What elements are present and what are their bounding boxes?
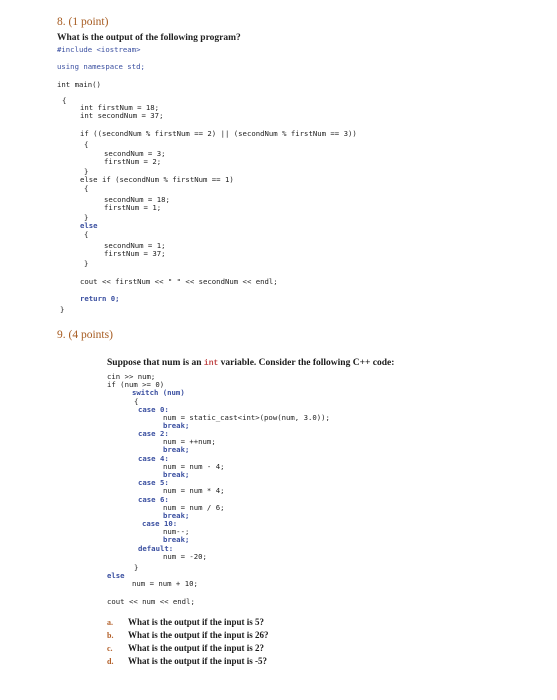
code9-case0-stmt: num = static_cast<int>(pow(num, 3.0)); (163, 413, 330, 422)
q9-prompt-pre: Suppose that num is an (107, 358, 204, 368)
q9-option (107, 641, 269, 654)
q9-option (107, 615, 269, 628)
code9-if: if (num >= 0) (107, 380, 165, 389)
code-else-if-stmt2: firstNum = 1; (104, 203, 162, 212)
code-else-open: { (84, 230, 89, 239)
code-else-if-close: } (84, 213, 89, 222)
code9-switch: switch (num) (132, 388, 185, 397)
code9-case4: case 4: (138, 454, 169, 463)
code9-case5-stmt: num = num * 4; (163, 486, 225, 495)
code-else-close: } (84, 259, 89, 268)
option-letter: d. (107, 657, 114, 666)
option-text: What is the output if the input is -5? (128, 656, 268, 666)
code9-case6: case 6: (138, 495, 169, 504)
q8-prompt: What is the output of the following program? (57, 33, 241, 43)
code9-case2: case 2: (138, 429, 169, 438)
code-decl-second: int secondNum = 37; (80, 111, 164, 120)
code-main-close: } (60, 305, 65, 314)
code9-cin: cin >> num; (107, 372, 156, 381)
code9-case5: case 5: (138, 478, 169, 487)
code-cout: cout << firstNum << " " << secondNum << endl; (80, 277, 278, 286)
code9-case4-break: break; (163, 470, 190, 479)
code9-case2-break: break; (163, 445, 190, 454)
option-letter: b. (107, 631, 114, 640)
code-if-stmt1: secondNum = 3; (104, 149, 166, 158)
code9-case10-stmt: num--; (163, 527, 190, 536)
code-if-stmt2: firstNum = 2; (104, 157, 162, 166)
code-main-open: { (62, 96, 67, 105)
option-text: What is the output if the input is 26? (128, 630, 269, 640)
option-text: What is the output if the input is 5? (128, 617, 265, 627)
code9-case4-stmt: num = num - 4; (163, 462, 225, 471)
q9-option (107, 628, 269, 641)
code-if-open: { (84, 140, 89, 149)
q9-prompt-post: variable. Consider the following C++ code: (218, 358, 395, 368)
code9-case10: case 10: (142, 519, 178, 528)
code-if-close: } (84, 167, 89, 176)
code-else-stmt2: firstNum = 37; (104, 249, 166, 258)
code-main: int main() (57, 80, 101, 89)
option-letter: a. (107, 618, 113, 627)
code9-default: default: (138, 544, 174, 553)
q9-options (107, 615, 269, 667)
code9-cout: cout << num << endl; (107, 597, 195, 606)
code9-case0: case 0: (138, 405, 169, 414)
code-if: if ((secondNum % firstNum == 2) || (secondNum % firstNum == 3)) (80, 129, 357, 138)
code9-case6-stmt: num = num / 6; (163, 503, 225, 512)
code9-else-stmt: num = num + 10; (132, 579, 198, 588)
code9-else: else (107, 571, 125, 580)
code-include: #include <iostream> (57, 45, 141, 54)
code-using: using namespace std; (57, 62, 145, 71)
option-text: What is the output if the input is 2? (128, 643, 265, 653)
q9-prompt (107, 358, 394, 368)
code9-open: { (134, 397, 139, 406)
code9-close: } (134, 563, 139, 572)
code9-case2-stmt: num = ++num; (163, 437, 216, 446)
code-else: else (80, 221, 98, 230)
code9-default-stmt: num = -20; (163, 552, 207, 561)
code9-case0-break: break; (163, 421, 190, 430)
code-else-if: else if (secondNum % firstNum == 1) (80, 175, 234, 184)
code9-case10-break: break; (163, 535, 190, 544)
code-decl-first: int firstNum = 18; (80, 103, 160, 112)
code-else-if-stmt1: secondNum = 18; (104, 195, 170, 204)
code-else-if-open: { (84, 184, 89, 193)
q8-header: 8. (1 point) (57, 16, 109, 28)
option-letter: c. (107, 644, 113, 653)
code9-case6-break: break; (163, 511, 190, 520)
q9-header: 9. (4 points) (57, 329, 113, 341)
code-return: return 0; (80, 294, 120, 303)
q9-option (107, 654, 269, 667)
code-else-stmt1: secondNum = 1; (104, 241, 166, 250)
q9-prompt-code: int (203, 359, 219, 368)
